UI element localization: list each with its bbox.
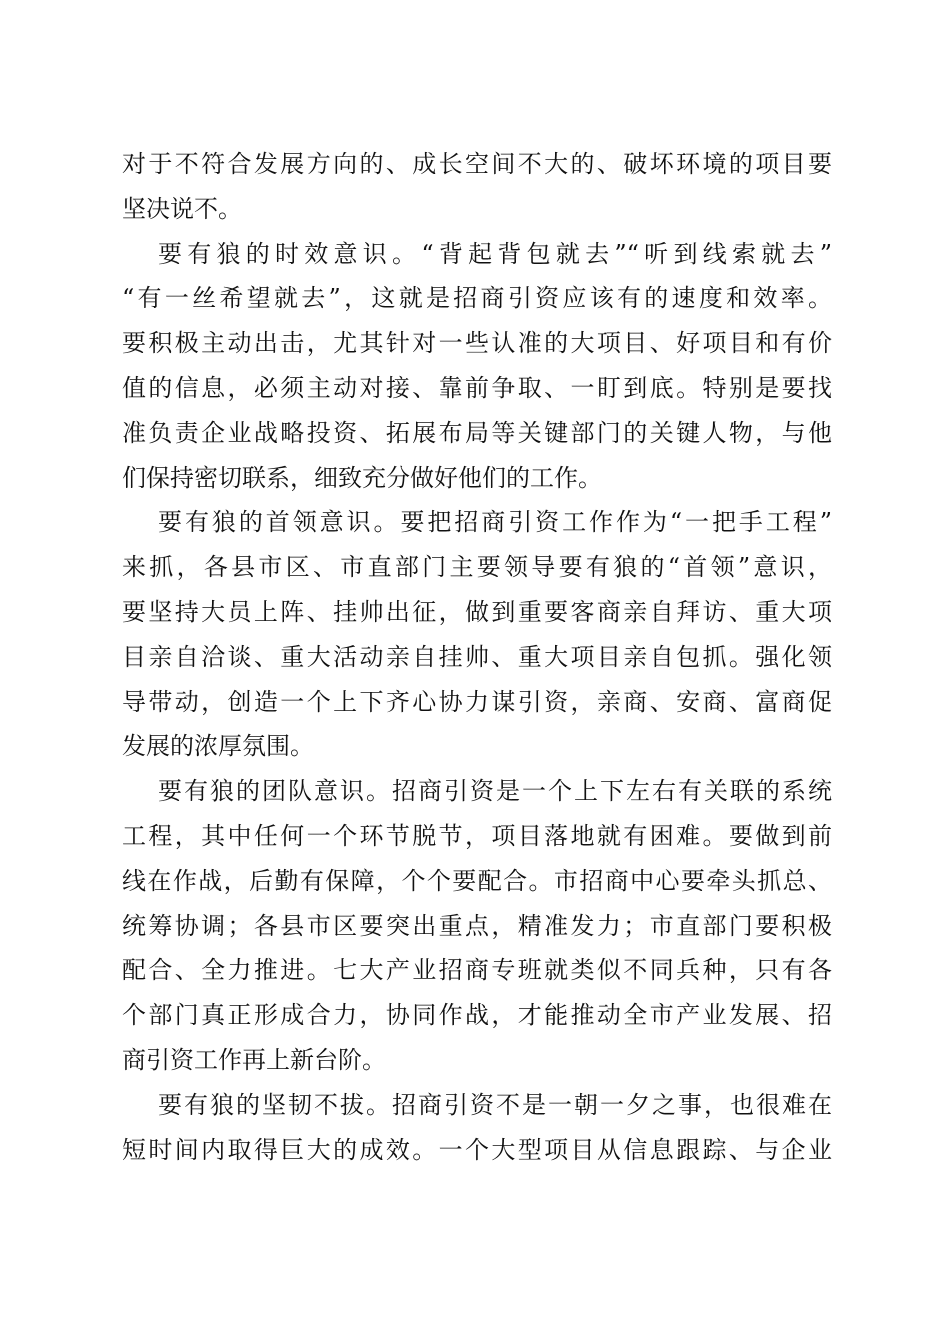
- text-line: 工程，其中任何一个环节脱节，项目落地就有困难。要做到前: [122, 821, 832, 850]
- text-line: 准负责企业战略投资、拓展布局等关键部门的关键人物，与他: [122, 418, 832, 447]
- text-line: 短时间内取得巨大的成效。一个大型项目从信息跟踪、与企业: [122, 1135, 832, 1164]
- text-line: 要有狼的团队意识。招商引资是一个上下左右有关联的系统: [158, 777, 832, 806]
- text-line: 发展的浓厚氛围。: [122, 732, 314, 761]
- text-line: 来抓，各县市区、市直部门主要领导要有狼的“首领”意识，: [122, 553, 832, 582]
- text-line: “有一丝希望就去”，这就是招商引资应该有的速度和效率。: [122, 284, 832, 313]
- text-line: 要有狼的时效意识。“背起背包就去”“听到线索就去”: [158, 239, 832, 268]
- text-line: 商引资工作再上新台阶。: [122, 1045, 386, 1074]
- document-body: [122, 142, 832, 1172]
- text-line: 导带动，创造一个上下齐心协力谋引资，亲商、安商、富商促: [122, 687, 832, 716]
- text-line: 们保持密切联系，细致充分做好他们的工作。: [122, 463, 602, 492]
- text-line: 要有狼的首领意识。要把招商引资工作作为“一把手工程”: [158, 508, 832, 537]
- text-line: 个部门真正形成合力，协同作战，才能推动全市产业发展、招: [122, 1001, 832, 1030]
- text-line: 配合、全力推进。七大产业招商专班就类似不同兵种，只有各: [122, 956, 832, 985]
- text-line: 统筹协调；各县市区要突出重点，精准发力；市直部门要积极: [122, 911, 832, 940]
- text-line: 目亲自洽谈、重大活动亲自挂帅、重大项目亲自包抓。强化领: [122, 642, 832, 671]
- text-line: 要坚持大员上阵、挂帅出征，做到重要客商亲自拜访、重大项: [122, 597, 832, 626]
- text-line: 值的信息，必须主动对接、靠前争取、一盯到底。特别是要找: [122, 373, 832, 402]
- text-line: 要积极主动出击，尤其针对一些认准的大项目、好项目和有价: [122, 329, 832, 358]
- text-line: 坚决说不。: [122, 194, 242, 223]
- text-line: 要有狼的坚韧不拔。招商引资不是一朝一夕之事，也很难在: [158, 1090, 832, 1119]
- text-line: 线在作战，后勤有保障，个个要配合。市招商中心要牵头抓总、: [122, 866, 832, 895]
- text-line: 对于不符合发展方向的、成长空间不大的、破坏环境的项目要: [122, 150, 832, 178]
